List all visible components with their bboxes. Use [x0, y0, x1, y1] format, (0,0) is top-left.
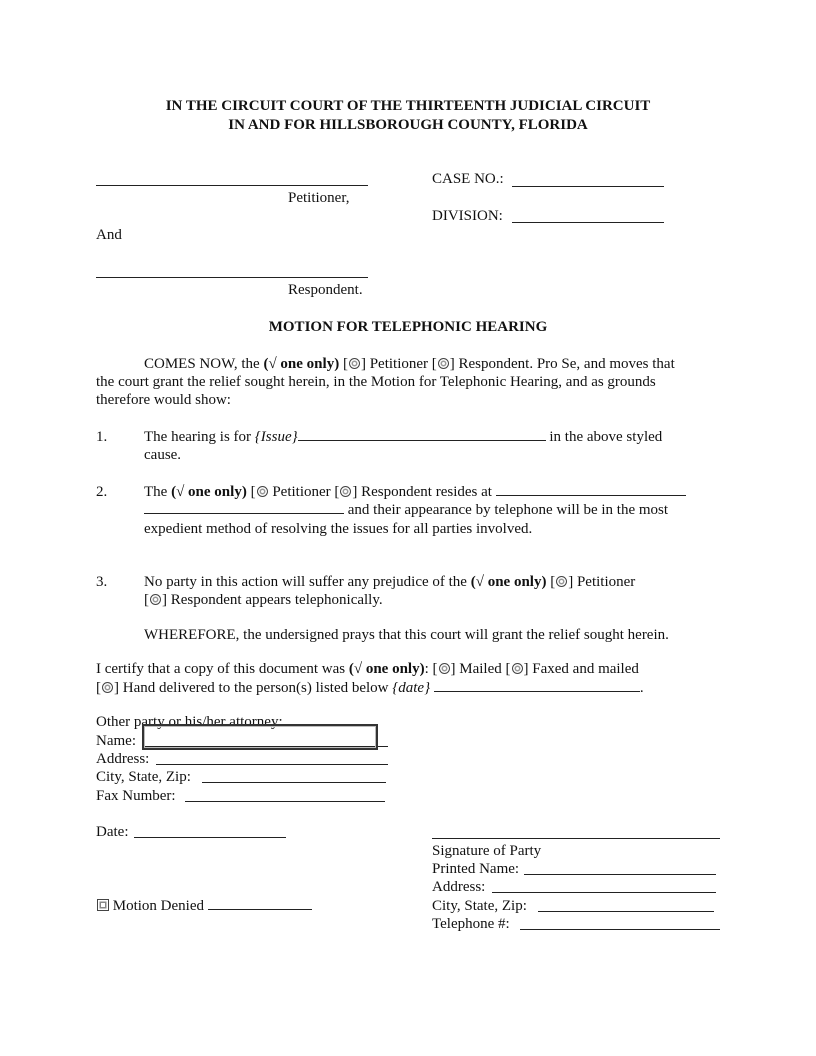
comes-now-text: COMES NOW, the [144, 356, 260, 372]
mailed-label: Mailed [459, 661, 502, 677]
item1-text-b: in the above styled [549, 429, 663, 445]
other-party-city-label: City, State, Zip: [96, 769, 191, 785]
sig-telephone-label: Telephone #: [432, 916, 510, 932]
item3-one-only: (√ one only) [470, 574, 547, 590]
certify-one-only: (√ one only) [348, 661, 425, 677]
item2-petitioner-radio[interactable] [257, 486, 268, 497]
other-party-address-field[interactable] [156, 764, 388, 765]
mailed-radio[interactable] [439, 663, 450, 674]
printed-name-field[interactable] [524, 874, 716, 875]
other-party-fax-label: Fax Number: [96, 788, 176, 804]
and-label: And [96, 227, 122, 243]
sig-city-label: City, State, Zip: [432, 898, 527, 914]
sig-address-field[interactable] [492, 892, 716, 893]
certify-line1: I certify that a copy of this document was (√ one only): [ ] Mailed [ ] Faxed and mailed [96, 661, 639, 677]
case-no-label: CASE NO.: [432, 171, 504, 187]
item3-respondent-radio[interactable] [150, 594, 161, 605]
other-party-city-field[interactable] [202, 782, 386, 783]
sig-telephone-field[interactable] [520, 929, 720, 930]
certify-line2: [ ] Hand delivered to the person(s) listed below {date} . [96, 680, 644, 696]
item3-petitioner-radio[interactable] [556, 576, 567, 587]
intro-respondent-radio[interactable] [438, 358, 449, 369]
item2-text: The [144, 484, 168, 500]
residence-field-b[interactable] [144, 501, 344, 514]
motion-denied-row [97, 897, 312, 915]
item2-number: 2. [96, 484, 108, 500]
intro-line1: COMES NOW, the (√ one only) [ ] Petitioner [ ] Respondent. Pro Se, and moves that [144, 356, 675, 372]
item1-text: The hearing is for [144, 429, 252, 445]
other-party-name-input[interactable] [142, 724, 378, 750]
item3-petitioner-label: Petitioner [576, 574, 636, 590]
item3-line2: [ ] Respondent appears telephonically. [144, 592, 383, 608]
respondent-label: Respondent. [288, 282, 363, 298]
wherefore-clause: WHEREFORE, the undersigned prays that this court will grant the relief sought herein. [144, 627, 669, 643]
intro-line2: the court grant the relief sought herein, in the Motion for Telephonic Hearing, and as grounds [96, 374, 656, 390]
date-label: Date: [96, 824, 129, 840]
item2-petitioner-label: Petitioner [272, 484, 331, 500]
division-label: DIVISION: [432, 208, 503, 224]
item1-line1 [144, 428, 662, 446]
other-party-address-label: Address: [96, 751, 150, 767]
certify-text: I certify that a copy of this document was [96, 661, 346, 677]
issue-field[interactable] [298, 428, 546, 441]
other-party-name-label: Name: [96, 733, 136, 749]
court-header-line1: IN THE CIRCUIT COURT OF THE THIRTEENTH JUDICIAL CIRCUIT [165, 98, 651, 114]
intro-line3: therefore would show: [96, 392, 231, 408]
signature-line[interactable] [432, 838, 720, 839]
date-field[interactable] [134, 837, 286, 838]
respondent-name-line[interactable] [96, 277, 368, 278]
intro-respondent-label: Respondent. Pro Se, and moves that [458, 356, 675, 372]
item1-line2: cause. [144, 447, 182, 463]
item2-respondent-radio[interactable] [340, 486, 351, 497]
court-header-line2: IN AND FOR HILLSBOROUGH COUNTY, FLORIDA [228, 117, 588, 133]
item3-respondent-label: Respondent appears telephonically. [170, 592, 383, 608]
hand-delivered-label: Hand delivered to the person(s) listed below [122, 680, 389, 696]
residence-field-a[interactable] [496, 483, 686, 496]
motion-denied-label: Motion Denied [112, 898, 204, 914]
certify-date-field[interactable] [434, 679, 640, 692]
one-only-label: (√ one only) [263, 356, 340, 372]
item3-number: 3. [96, 574, 108, 590]
item2-line1: The (√ one only) [ Petitioner [ ] Respondent resides at [144, 483, 686, 501]
case-no-field[interactable] [512, 186, 664, 187]
item3-text: No party in this action will suffer any prejudice of the [144, 574, 467, 590]
issue-placeholder: {Issue} [254, 429, 298, 445]
petitioner-name-line[interactable] [96, 185, 368, 186]
intro-petitioner-radio[interactable] [349, 358, 360, 369]
other-party-fax-field[interactable] [185, 801, 385, 802]
printed-name-label: Printed Name: [432, 861, 520, 877]
certify-date-placeholder: {date} [392, 680, 431, 696]
item2-respondent-label: Respondent resides at [361, 484, 492, 500]
petitioner-label: Petitioner, [288, 190, 350, 206]
faxed-radio[interactable] [512, 663, 523, 674]
item2-text-b: and their appearance by telephone will be in the most [347, 502, 669, 518]
item3-line1: No party in this action will suffer any prejudice of the (√ one only) [ ] Petitioner [144, 574, 636, 590]
item2-one-only: (√ one only) [171, 484, 247, 500]
motion-denied-checkbox[interactable] [97, 899, 109, 911]
other-party-heading: Other party or his/her attorney: [96, 714, 283, 730]
item2-line2 [144, 501, 668, 519]
motion-denied-field[interactable] [208, 897, 312, 910]
sig-address-label: Address: [432, 879, 486, 895]
faxed-label: Faxed and mailed [532, 661, 639, 677]
sig-city-field[interactable] [538, 911, 714, 912]
hand-delivered-radio[interactable] [102, 682, 113, 693]
motion-title: MOTION FOR TELEPHONIC HEARING [268, 319, 548, 335]
intro-petitioner-label: Petitioner [369, 356, 429, 372]
division-field[interactable] [512, 222, 664, 223]
item2-line3: expedient method of resolving the issues for all parties involved. [144, 521, 533, 537]
signature-label: Signature of Party [432, 843, 542, 859]
item1-number: 1. [96, 429, 108, 445]
